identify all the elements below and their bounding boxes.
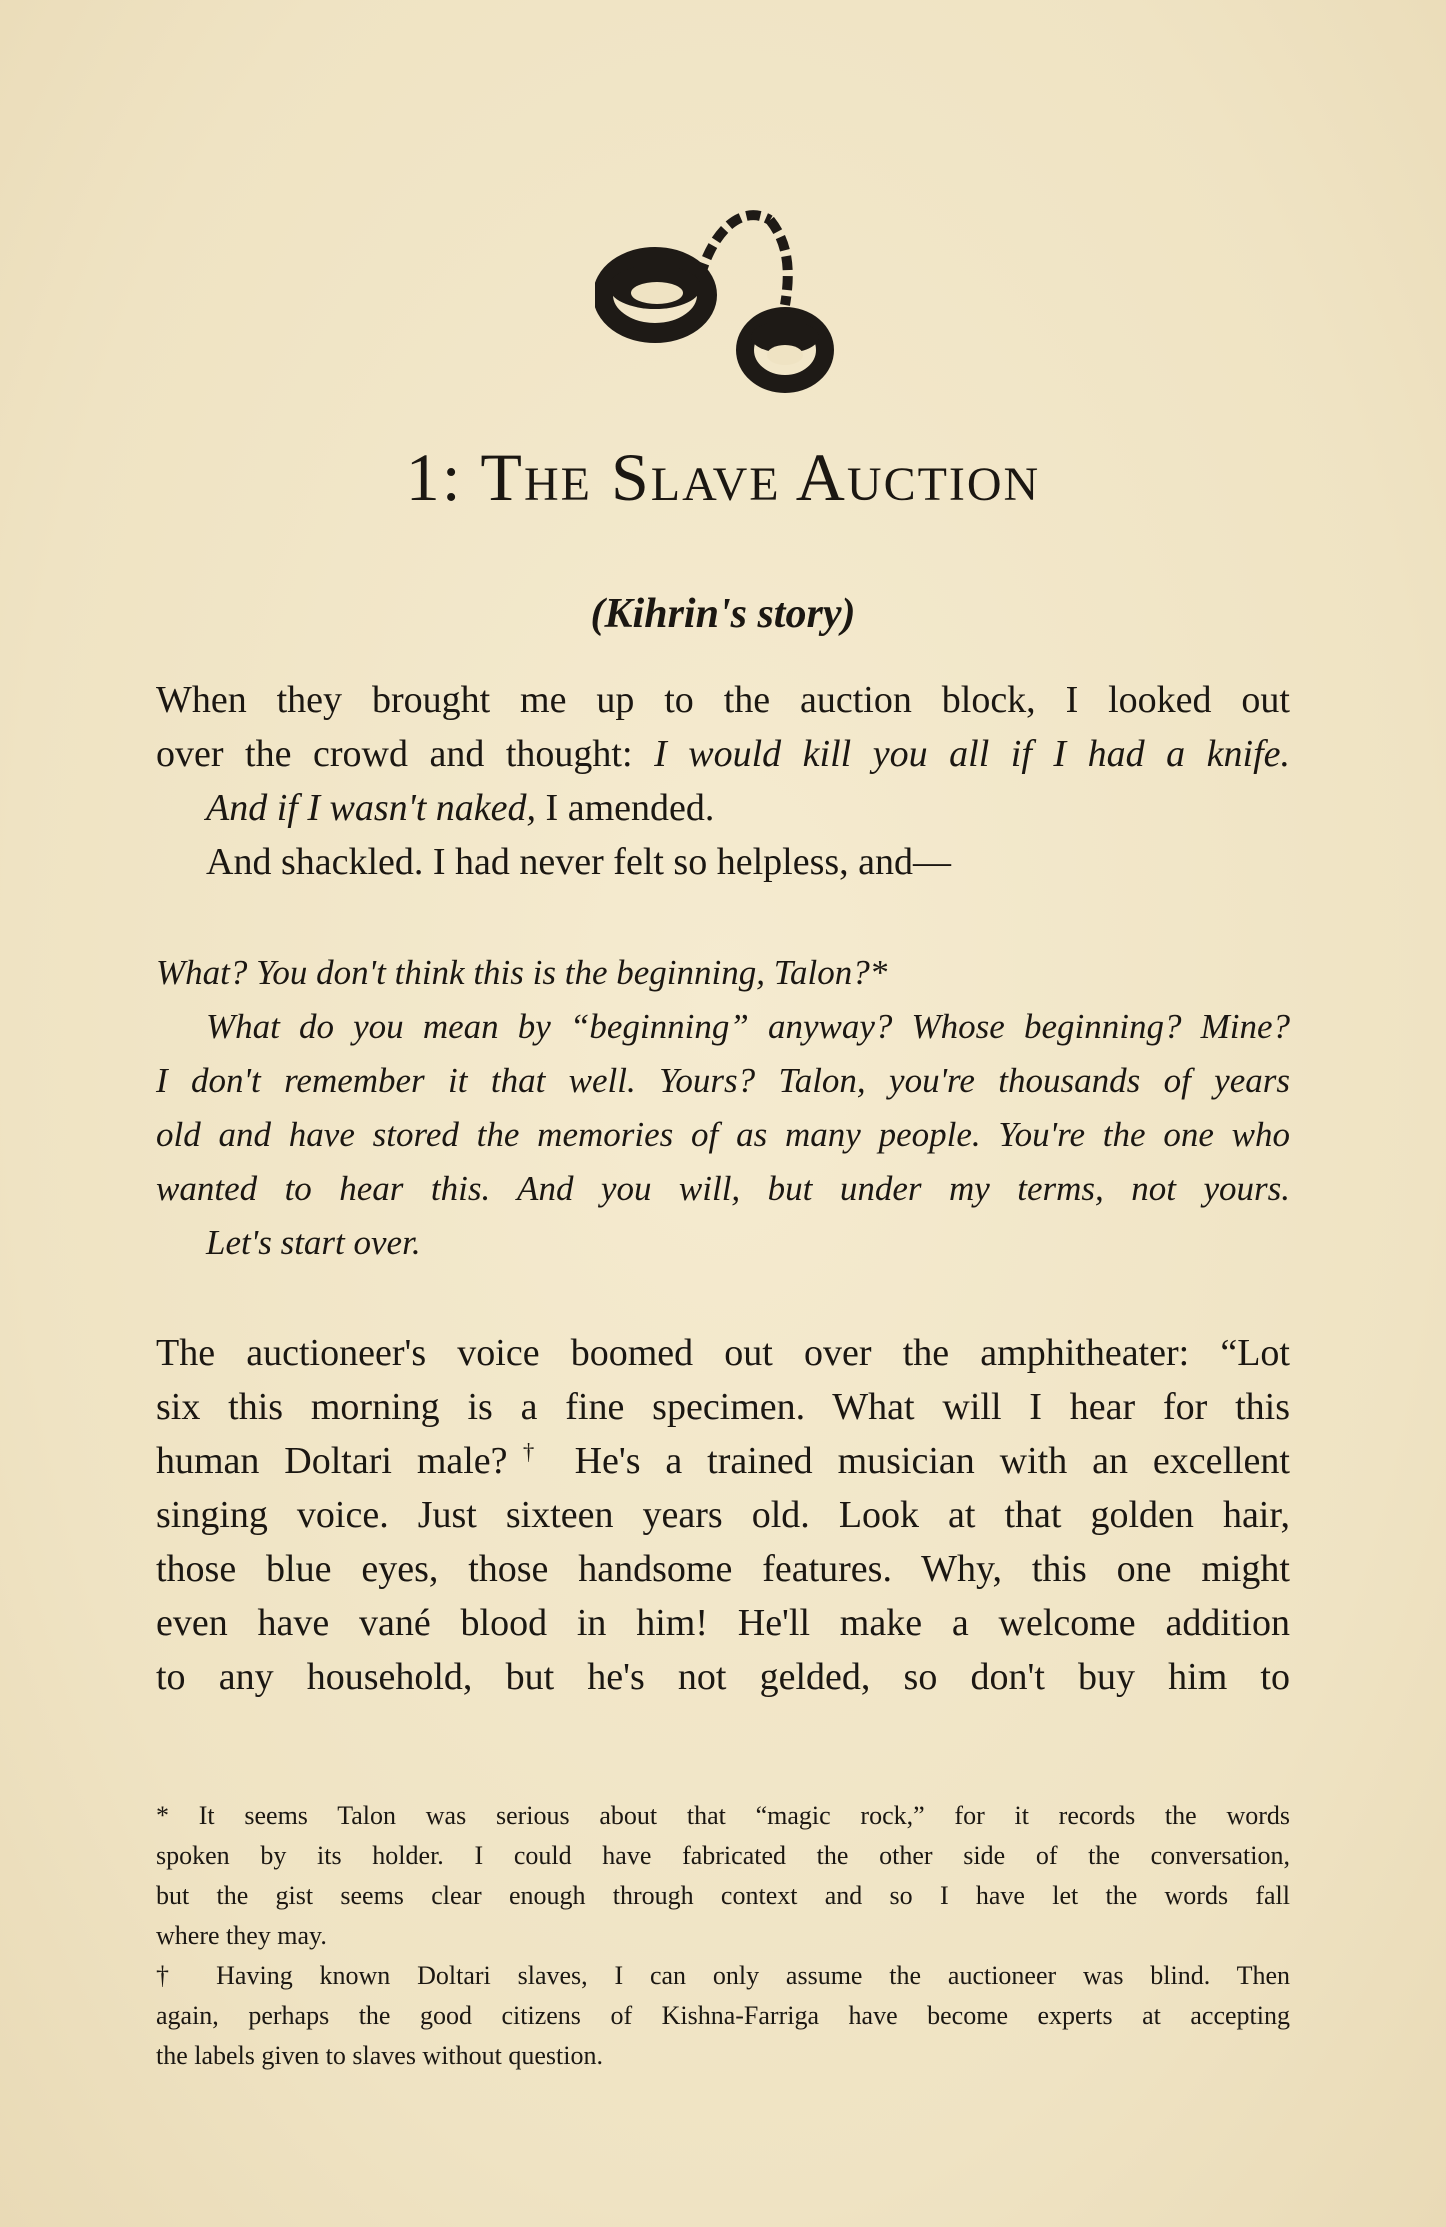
footnote-line: but the gist seems clear enough through context and so I have let the words fall — [156, 1881, 1290, 1910]
footnote-line: where they may. — [156, 1921, 327, 1950]
dialogue-line: What? You don't think this is the beginning, Talon?* — [156, 953, 888, 992]
body-line: six this morning is a fine specimen. What will I hear for this — [156, 1386, 1290, 1428]
chapter-subtitle: (Kihrin's story) — [590, 591, 856, 637]
dialogue-line: What do you mean by “beginning” anyway? Whose beginning? Mine? — [206, 1007, 1290, 1046]
talon-dialogue — [156, 946, 1290, 1270]
body-line: singing voice. Just sixteen years old. Look at that golden hair, — [156, 1494, 1290, 1536]
intro-line: When they brought me up to the auction block, I looked out — [156, 679, 1290, 721]
footnotes — [156, 1796, 1290, 2076]
body-line: human Doltari male?† He's a trained musician with an excellent — [156, 1439, 1290, 1482]
body-line: The auctioneer's voice boomed out over the amphitheater: “Lot — [156, 1332, 1290, 1374]
body-line: those blue eyes, those handsome features. Why, this one might — [156, 1548, 1290, 1590]
dialogue-line: old and have stored the memories of as many people. You're the one who — [156, 1115, 1290, 1154]
dialogue-line: I don't remember it that well. Yours? Talon, you're thousands of years — [156, 1061, 1290, 1100]
auction-paragraph — [156, 1326, 1290, 1704]
footnote-marker: † — [507, 1439, 550, 1465]
footnote-line: * It seems Talon was serious about that “magic rock,” for it records the words — [156, 1801, 1290, 1830]
intro-line: over the crowd and thought: I would kill you all if I had a knife. — [156, 733, 1290, 775]
footnote-line: the labels given to slaves without question. — [156, 2041, 603, 2070]
shackles-icon — [595, 165, 855, 395]
body-line: to any household, but he's not gelded, so don't buy him to — [156, 1656, 1290, 1698]
footnote-line: spoken by its holder. I could have fabricated the other side of the conversation, — [156, 1841, 1290, 1870]
intro-line: And if I wasn't naked, I amended. — [206, 787, 715, 829]
intro-paragraphs — [156, 673, 1290, 889]
chapter-title: 1: The Slave Auction — [405, 439, 1041, 515]
body-line: even have vané blood in him! He'll make a welcome addition — [156, 1602, 1290, 1644]
footnote-line: again, perhaps the good citizens of Kishna-Farriga have become experts at accepting — [156, 2001, 1290, 2030]
dialogue-line: Let's start over. — [206, 1223, 421, 1262]
footnote-line: † Having known Doltari slaves, I can only assume the auctioneer was blind. Then — [156, 1961, 1290, 1990]
dialogue-line: wanted to hear this. And you will, but under my terms, not yours. — [156, 1169, 1290, 1208]
intro-line: And shackled. I had never felt so helpless, and— — [206, 841, 952, 883]
